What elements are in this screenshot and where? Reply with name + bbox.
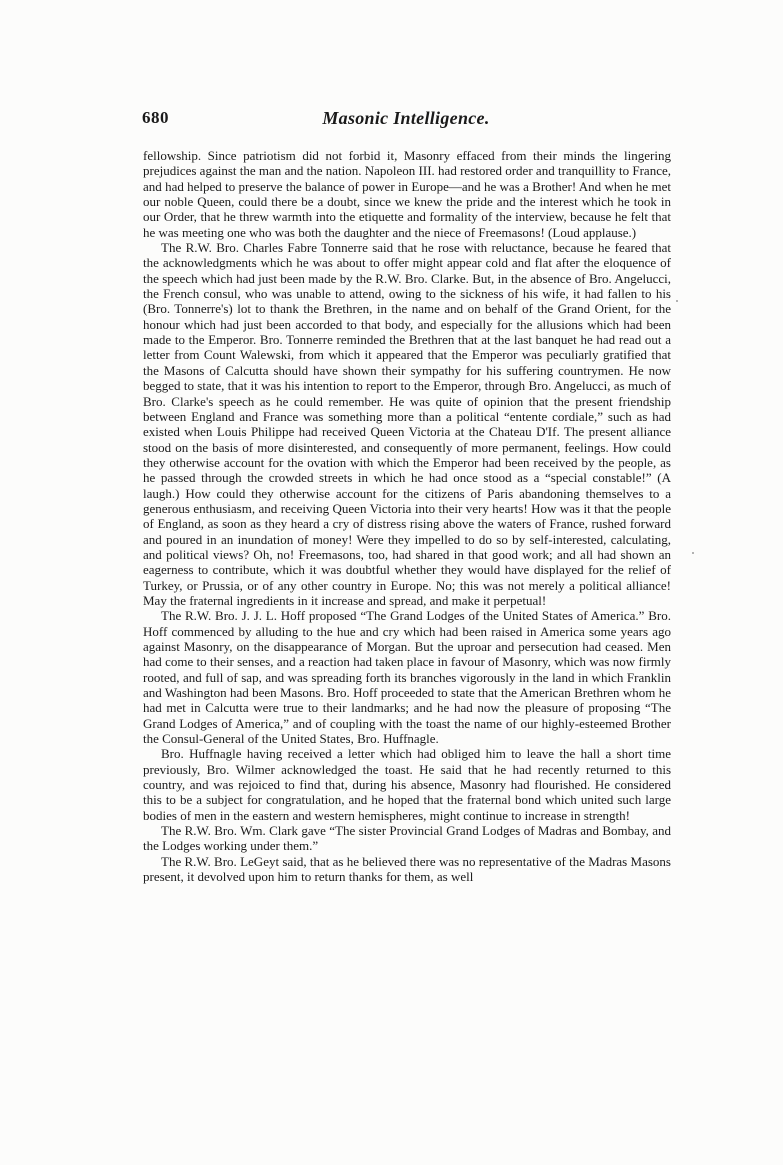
paragraph-wilmer-reply: Bro. Huffnagle having received a letter which had obliged him to leave the hall a short time previously, Bro. Wilmer acknowledged the toast. He said that he had recently returned to this country, and was rejoiced to find that, during his absence, Masonry had flourished. He considered this to be a subject for congratulation, and he hoped that the fraternal bond which united such large bodies of men in the eastern and western hemispheres, might continue to increase in strength!: [143, 746, 671, 823]
print-speck: [692, 552, 694, 554]
page-number: 680: [142, 108, 169, 127]
paragraph-continuation: fellowship. Since patriotism did not forbid it, Masonry effaced from their minds the lingering prejudices against the man and the nation. Napoleon III. had restored order and tranquillity to France, and had helped to preserve the balance of power in Europe—and he was a Brother! And when he met our noble Queen, could there be a doubt, since we knew the pride and the interest which he took in our Order, that he threw warmth into the etiquette and formality of the interview, because he felt that he was meeting one who was both the daughter and the niece of Freemasons! (Loud applause.): [143, 148, 671, 240]
article-body: [143, 148, 671, 885]
paragraph-clark-toast: The R.W. Bro. Wm. Clark gave “The sister Provincial Grand Lodges of Madras and Bombay, and the Lodges working under them.”: [143, 823, 671, 854]
page-header: [142, 108, 670, 134]
print-speck: [676, 300, 678, 302]
paragraph-hoff-toast: The R.W. Bro. J. J. L. Hoff proposed “The Grand Lodges of the United States of America.” Bro. Hoff commenced by alluding to the hue and cry which had been raised in America some years ago against Masonry, on the disappearance of Morgan. But the uproar and persecution had ceased. Men had come to their senses, and a reaction had taken place in favour of Masonry, which was now firmly rooted, and full of sap, and was spreading forth its branches vigorously in the land in which Franklin and Washington had been Masons. Bro. Hoff proceeded to state that the American Brethren whom he had met in Calcutta were true to their landmarks; and he had now the pleasure of proposing “The Grand Lodges of America,” and of coupling with the toast the name of our highly-esteemed Brother the Consul-General of the United States, Bro. Huffnagle.: [143, 608, 671, 747]
running-title: Masonic Intelligence.: [322, 108, 490, 128]
paragraph-legeyt-reply: The R.W. Bro. LeGeyt said, that as he believed there was no representative of the Madras Masons present, it devolved upon him to return thanks for them, as well: [143, 853, 671, 885]
paragraph-tonnerre-reply: The R.W. Bro. Charles Fabre Tonnerre said that he rose with reluctance, because he feared that the acknowledgments which he was about to offer might appear cold and flat after the eloquence of the speech which had just been made by the R.W. Bro. Clarke. But, in the absence of Bro. Angelucci, the French consul, who was unable to attend, owing to the sickness of his wife, it had fallen to his (Bro. Tonnerre's) lot to thank the Brethren, in the name and on behalf of the Grand Orient, for the honour which had just been accorded to that body, and especially for the allusions which had been made to the Emperor. Bro. Tonnerre reminded the Brethren that at the last banquet he had read out a letter from Count Walewski, from which it appeared that the Emperor was peculiarly gratified that the Masons of Calcutta should have shown their sympathy for his suffering countrymen. He now begged to state, that it was his intention to report to the Emperor, through Bro. Angelucci, as much of Bro. Clarke's speech as he could remember. He was quite of opinion that the present friendship between England and France was something more than a political “entente cordiale,” such as had existed when Louis Philippe had received Queen Victoria at the Chateau D'If. The present alliance stood on the basis of more disinterested, and consequently of more permanent, feelings. How could they otherwise account for the ovation with which the Emperor had been received by the people, as he passed through the crowded streets in which he had once stood as a “special constable!” (A laugh.) How could they otherwise account for the citizens of Paris abandoning themselves to a generous enthusiasm, and receiving Queen Victoria into their very hearts! How was it that the people of England, as soon as they heard a cry of distress rising above the waters of France, rushed forward and poured in an inundation of money! Were they impelled to do so by self-interested, calculating, and political views? Oh, no! Freemasons, too, had shared in that good work; and all had shown an eagerness to contribute, which it was doubtful whether they would have displayed for the relief of Turkey, or Prussia, or of any other country in Europe. No; this was not merely a political alliance! May the fraternal ingredients in it increase and spread, and make it perpetual!: [143, 240, 671, 608]
